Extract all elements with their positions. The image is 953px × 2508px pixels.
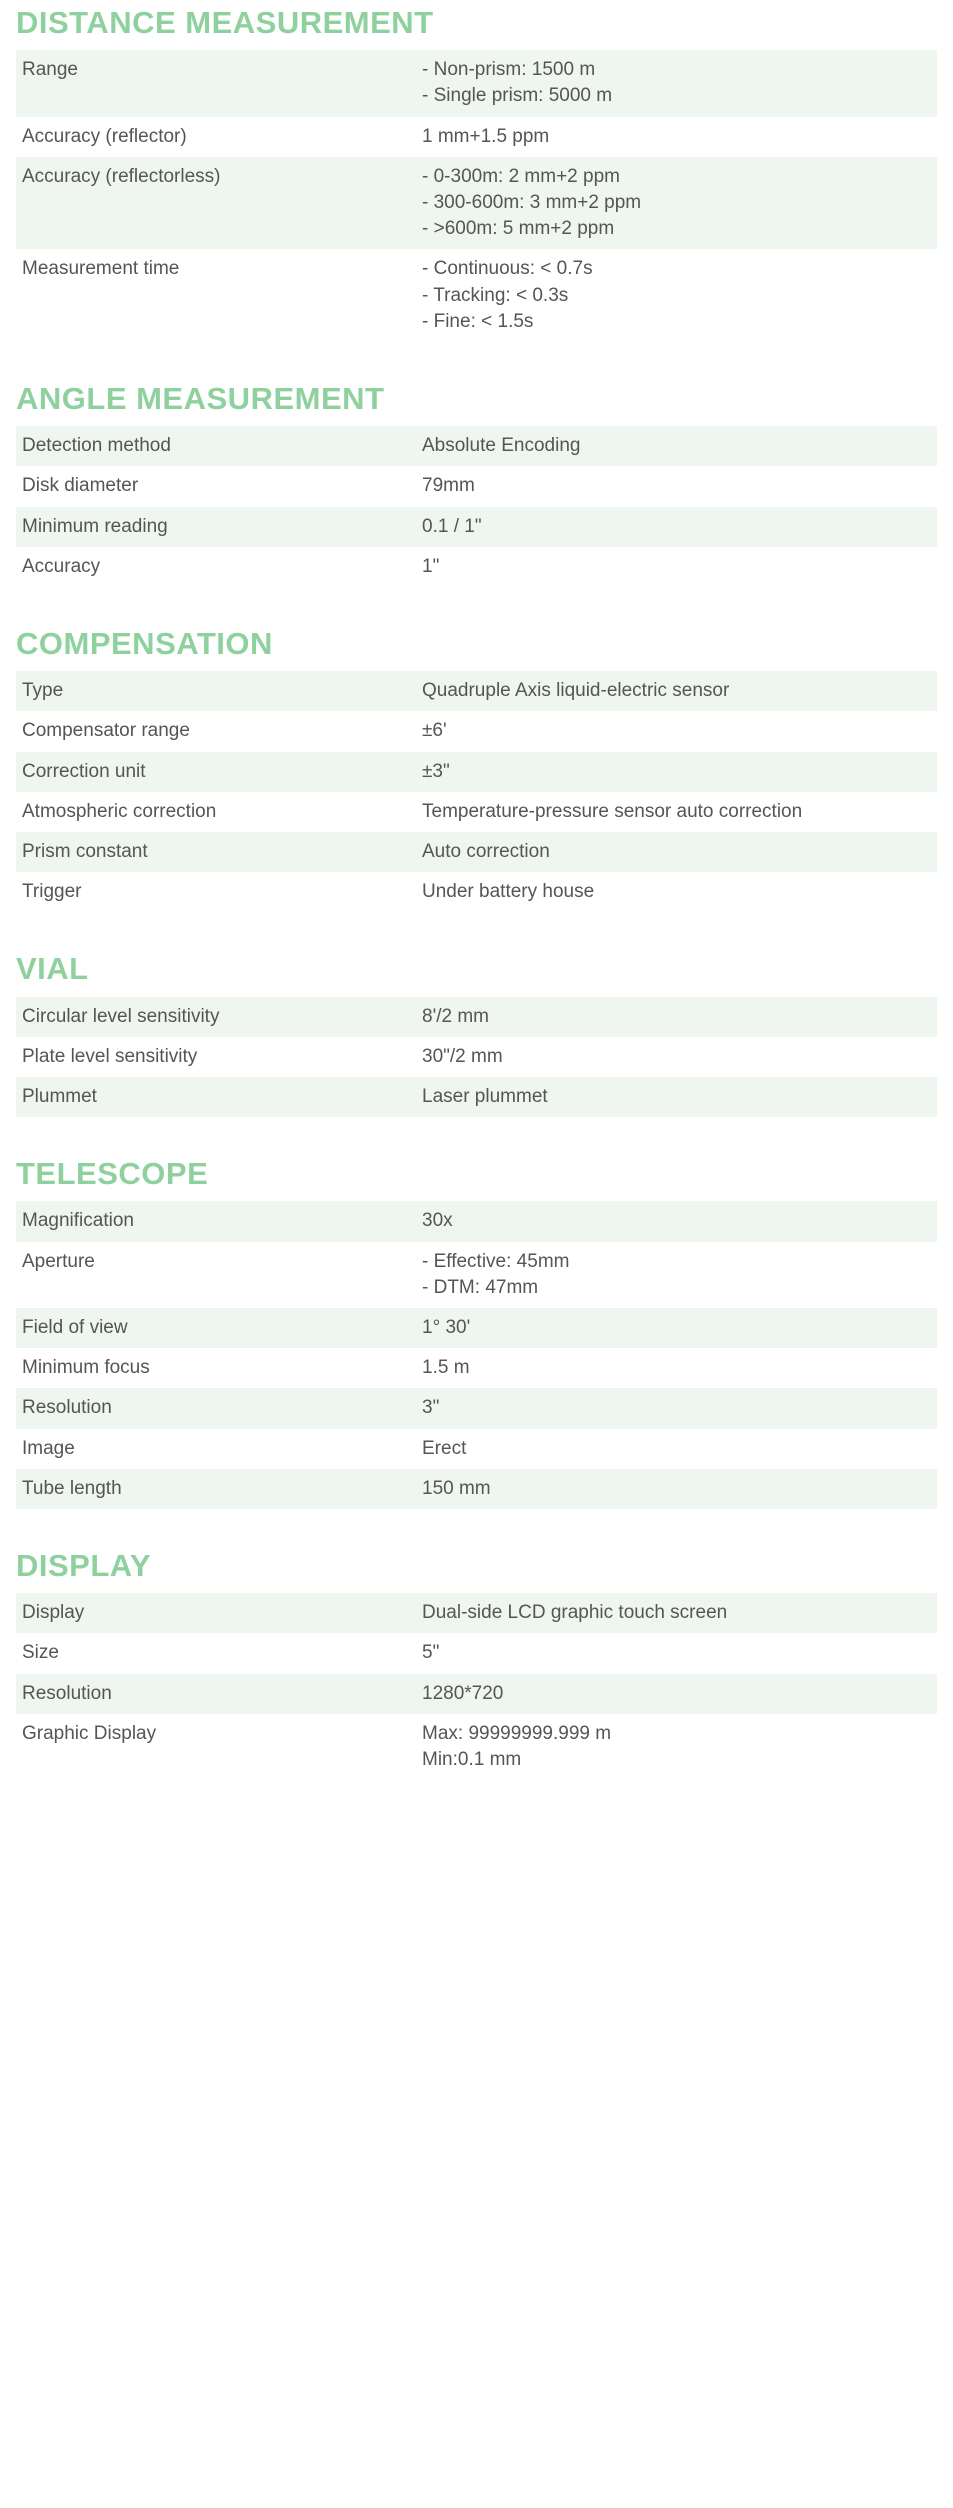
- spec-table: [16, 1201, 937, 1509]
- spec-label: Minimum reading: [16, 507, 412, 547]
- spec-label: Plate level sensitivity: [22, 1045, 198, 1067]
- spec-section: [16, 1157, 937, 1509]
- section-title: ANGLE MEASUREMENT: [16, 381, 385, 417]
- spec-value: [412, 157, 937, 250]
- table-row: [16, 1469, 937, 1509]
- spec-value-line: 1° 30': [422, 1316, 471, 1338]
- spec-value-line: Dual-side LCD graphic touch screen: [422, 1602, 728, 1624]
- spec-value-line: - Fine: < 1.5s: [422, 310, 534, 332]
- spec-value-line: - >600m: 5 mm+2 ppm: [422, 218, 615, 240]
- table-row: [16, 1242, 937, 1308]
- sections-container: [16, 6, 937, 1780]
- spec-table: [16, 671, 937, 912]
- spec-value: [412, 1308, 937, 1348]
- table-row: [16, 50, 937, 116]
- spec-value-line: - Continuous: < 0.7s: [422, 258, 593, 280]
- spec-value: [412, 466, 937, 506]
- table-row: [16, 426, 937, 466]
- spec-value: [412, 711, 937, 751]
- spec-label: Plummet: [16, 1077, 412, 1117]
- spec-value: [412, 1201, 937, 1241]
- spec-value-line: Temperature-pressure sensor auto correction: [422, 800, 803, 822]
- spec-section: [16, 627, 937, 912]
- spec-label: Graphic Display: [22, 1722, 157, 1744]
- spec-label: Field of view: [16, 1308, 412, 1348]
- spec-label: Size: [22, 1642, 59, 1664]
- table-row: [16, 711, 937, 751]
- spec-value-line: - DTM: 47mm: [422, 1276, 539, 1298]
- section-title: VIAL: [16, 951, 89, 987]
- spec-value-line: 1 mm+1.5 ppm: [422, 125, 550, 147]
- table-row: [16, 1348, 937, 1388]
- table-row: [16, 547, 937, 587]
- spec-value: [412, 1388, 937, 1428]
- table-row: [16, 1037, 937, 1077]
- spec-value-line: Under battery house: [422, 881, 595, 903]
- spec-label: Prism constant: [16, 832, 412, 872]
- spec-value: [412, 1348, 937, 1388]
- table-row: [16, 832, 937, 872]
- spec-label: Display: [16, 1593, 412, 1633]
- spec-value-line: 1280*720: [422, 1682, 504, 1704]
- spec-value: [412, 1633, 937, 1673]
- table-row: [16, 249, 937, 342]
- spec-label: Accuracy (reflectorless): [16, 157, 412, 250]
- spec-value: [412, 1429, 937, 1469]
- spec-label: Resolution: [16, 1674, 412, 1714]
- spec-label: Circular level sensitivity: [16, 997, 412, 1037]
- spec-value-line: 150 mm: [422, 1477, 491, 1499]
- section-title: DISPLAY: [16, 1548, 152, 1584]
- table-row: [16, 997, 937, 1037]
- spec-value-line: ±3": [422, 760, 450, 782]
- spec-label: Resolution: [16, 1388, 412, 1428]
- spec-section: [16, 382, 937, 587]
- table-row: [16, 792, 937, 832]
- bottom-spacer: [16, 1820, 937, 1850]
- spec-value-line: 3": [422, 1397, 440, 1419]
- spec-value-line: Erect: [422, 1437, 467, 1459]
- spec-table: [16, 426, 937, 587]
- spec-value-line: Absolute Encoding: [422, 435, 581, 457]
- table-row: [16, 1201, 937, 1241]
- spec-value-line: - Single prism: 5000 m: [422, 85, 613, 107]
- table-row: [16, 1593, 937, 1633]
- spec-section: [16, 952, 937, 1117]
- table-row: [16, 752, 937, 792]
- spec-section: [16, 1549, 937, 1780]
- table-row: [16, 507, 937, 547]
- spec-value-line: Auto correction: [422, 841, 550, 862]
- spec-label: Detection method: [16, 426, 412, 466]
- table-row: [16, 1633, 937, 1673]
- table-row: [16, 1714, 937, 1780]
- spec-value: [412, 671, 937, 711]
- spec-value-line: - Non-prism: 1500 m: [422, 59, 596, 81]
- table-row: [16, 466, 937, 506]
- spec-label: Tube length: [16, 1469, 412, 1509]
- section-title: DISTANCE MEASUREMENT: [16, 5, 434, 40]
- spec-label: Compensator range: [22, 720, 190, 742]
- spec-label: Atmospheric correction: [22, 800, 217, 822]
- spec-value-line: Quadruple Axis liquid-electric sensor: [422, 680, 730, 702]
- spec-value: [412, 1242, 937, 1308]
- spec-value: [412, 832, 937, 872]
- spec-value: [412, 1714, 937, 1780]
- spec-value-line: - Tracking: < 0.3s: [422, 284, 569, 306]
- spec-label: Trigger: [22, 881, 82, 903]
- spec-value: [412, 752, 937, 792]
- spec-value-line: 8'/2 mm: [422, 1005, 489, 1027]
- spec-value-line: Laser plummet: [422, 1085, 548, 1107]
- spec-value-line: 30x: [422, 1210, 453, 1232]
- spec-value-line: 30"/2 mm: [422, 1045, 503, 1067]
- spec-value-line: Min:0.1 mm: [422, 1749, 522, 1770]
- spec-label: Range: [16, 50, 412, 116]
- section-title: COMPENSATION: [16, 626, 273, 662]
- spec-value: [412, 872, 937, 912]
- table-row: [16, 1077, 937, 1117]
- spec-value: [412, 1037, 937, 1077]
- spec-sheet: [0, 6, 953, 1850]
- spec-table: [16, 1593, 937, 1780]
- spec-table: [16, 50, 937, 342]
- section-title: TELESCOPE: [16, 1156, 209, 1192]
- spec-value: [412, 547, 937, 587]
- table-row: [16, 1388, 937, 1428]
- spec-label: Type: [16, 671, 412, 711]
- spec-label: Aperture: [22, 1250, 95, 1272]
- spec-label: Image: [22, 1437, 75, 1459]
- spec-value: [412, 792, 937, 832]
- spec-value-line: 1": [422, 555, 440, 577]
- spec-value: [412, 50, 937, 116]
- spec-value: [412, 117, 937, 157]
- spec-value-line: 5": [422, 1642, 440, 1664]
- table-row: [16, 872, 937, 912]
- spec-value-line: Max: 99999999.999 m: [422, 1722, 612, 1744]
- spec-value: [412, 1469, 937, 1509]
- spec-label: Disk diameter: [22, 475, 139, 497]
- table-row: [16, 157, 937, 250]
- spec-value-line: 0.1 / 1": [422, 515, 482, 537]
- spec-table: [16, 997, 937, 1118]
- spec-value-line: 79mm: [422, 475, 475, 497]
- spec-label: Measurement time: [22, 258, 180, 280]
- table-row: [16, 1308, 937, 1348]
- spec-label: Magnification: [16, 1201, 412, 1241]
- spec-section: [16, 6, 937, 342]
- spec-value: [412, 1077, 937, 1117]
- spec-value: [412, 997, 937, 1037]
- spec-label: Accuracy: [22, 555, 101, 577]
- table-row: [16, 1429, 937, 1469]
- spec-value-line: ±6': [422, 720, 447, 742]
- spec-label: Correction unit: [16, 752, 412, 792]
- spec-value-line: 1.5 m: [422, 1357, 470, 1379]
- spec-value-line: - 0-300m: 2 mm+2 ppm: [422, 165, 620, 187]
- table-row: [16, 1674, 937, 1714]
- spec-value: [412, 1674, 937, 1714]
- spec-value: [412, 507, 937, 547]
- table-row: [16, 671, 937, 711]
- spec-value-line: - 300-600m: 3 mm+2 ppm: [422, 191, 642, 213]
- spec-value: [412, 426, 937, 466]
- spec-value-line: - Effective: 45mm: [422, 1250, 570, 1272]
- table-row: [16, 117, 937, 157]
- spec-label: Minimum focus: [22, 1357, 150, 1379]
- spec-label: Accuracy (reflector): [22, 125, 187, 147]
- spec-value: [412, 249, 937, 342]
- spec-value: [412, 1593, 937, 1633]
